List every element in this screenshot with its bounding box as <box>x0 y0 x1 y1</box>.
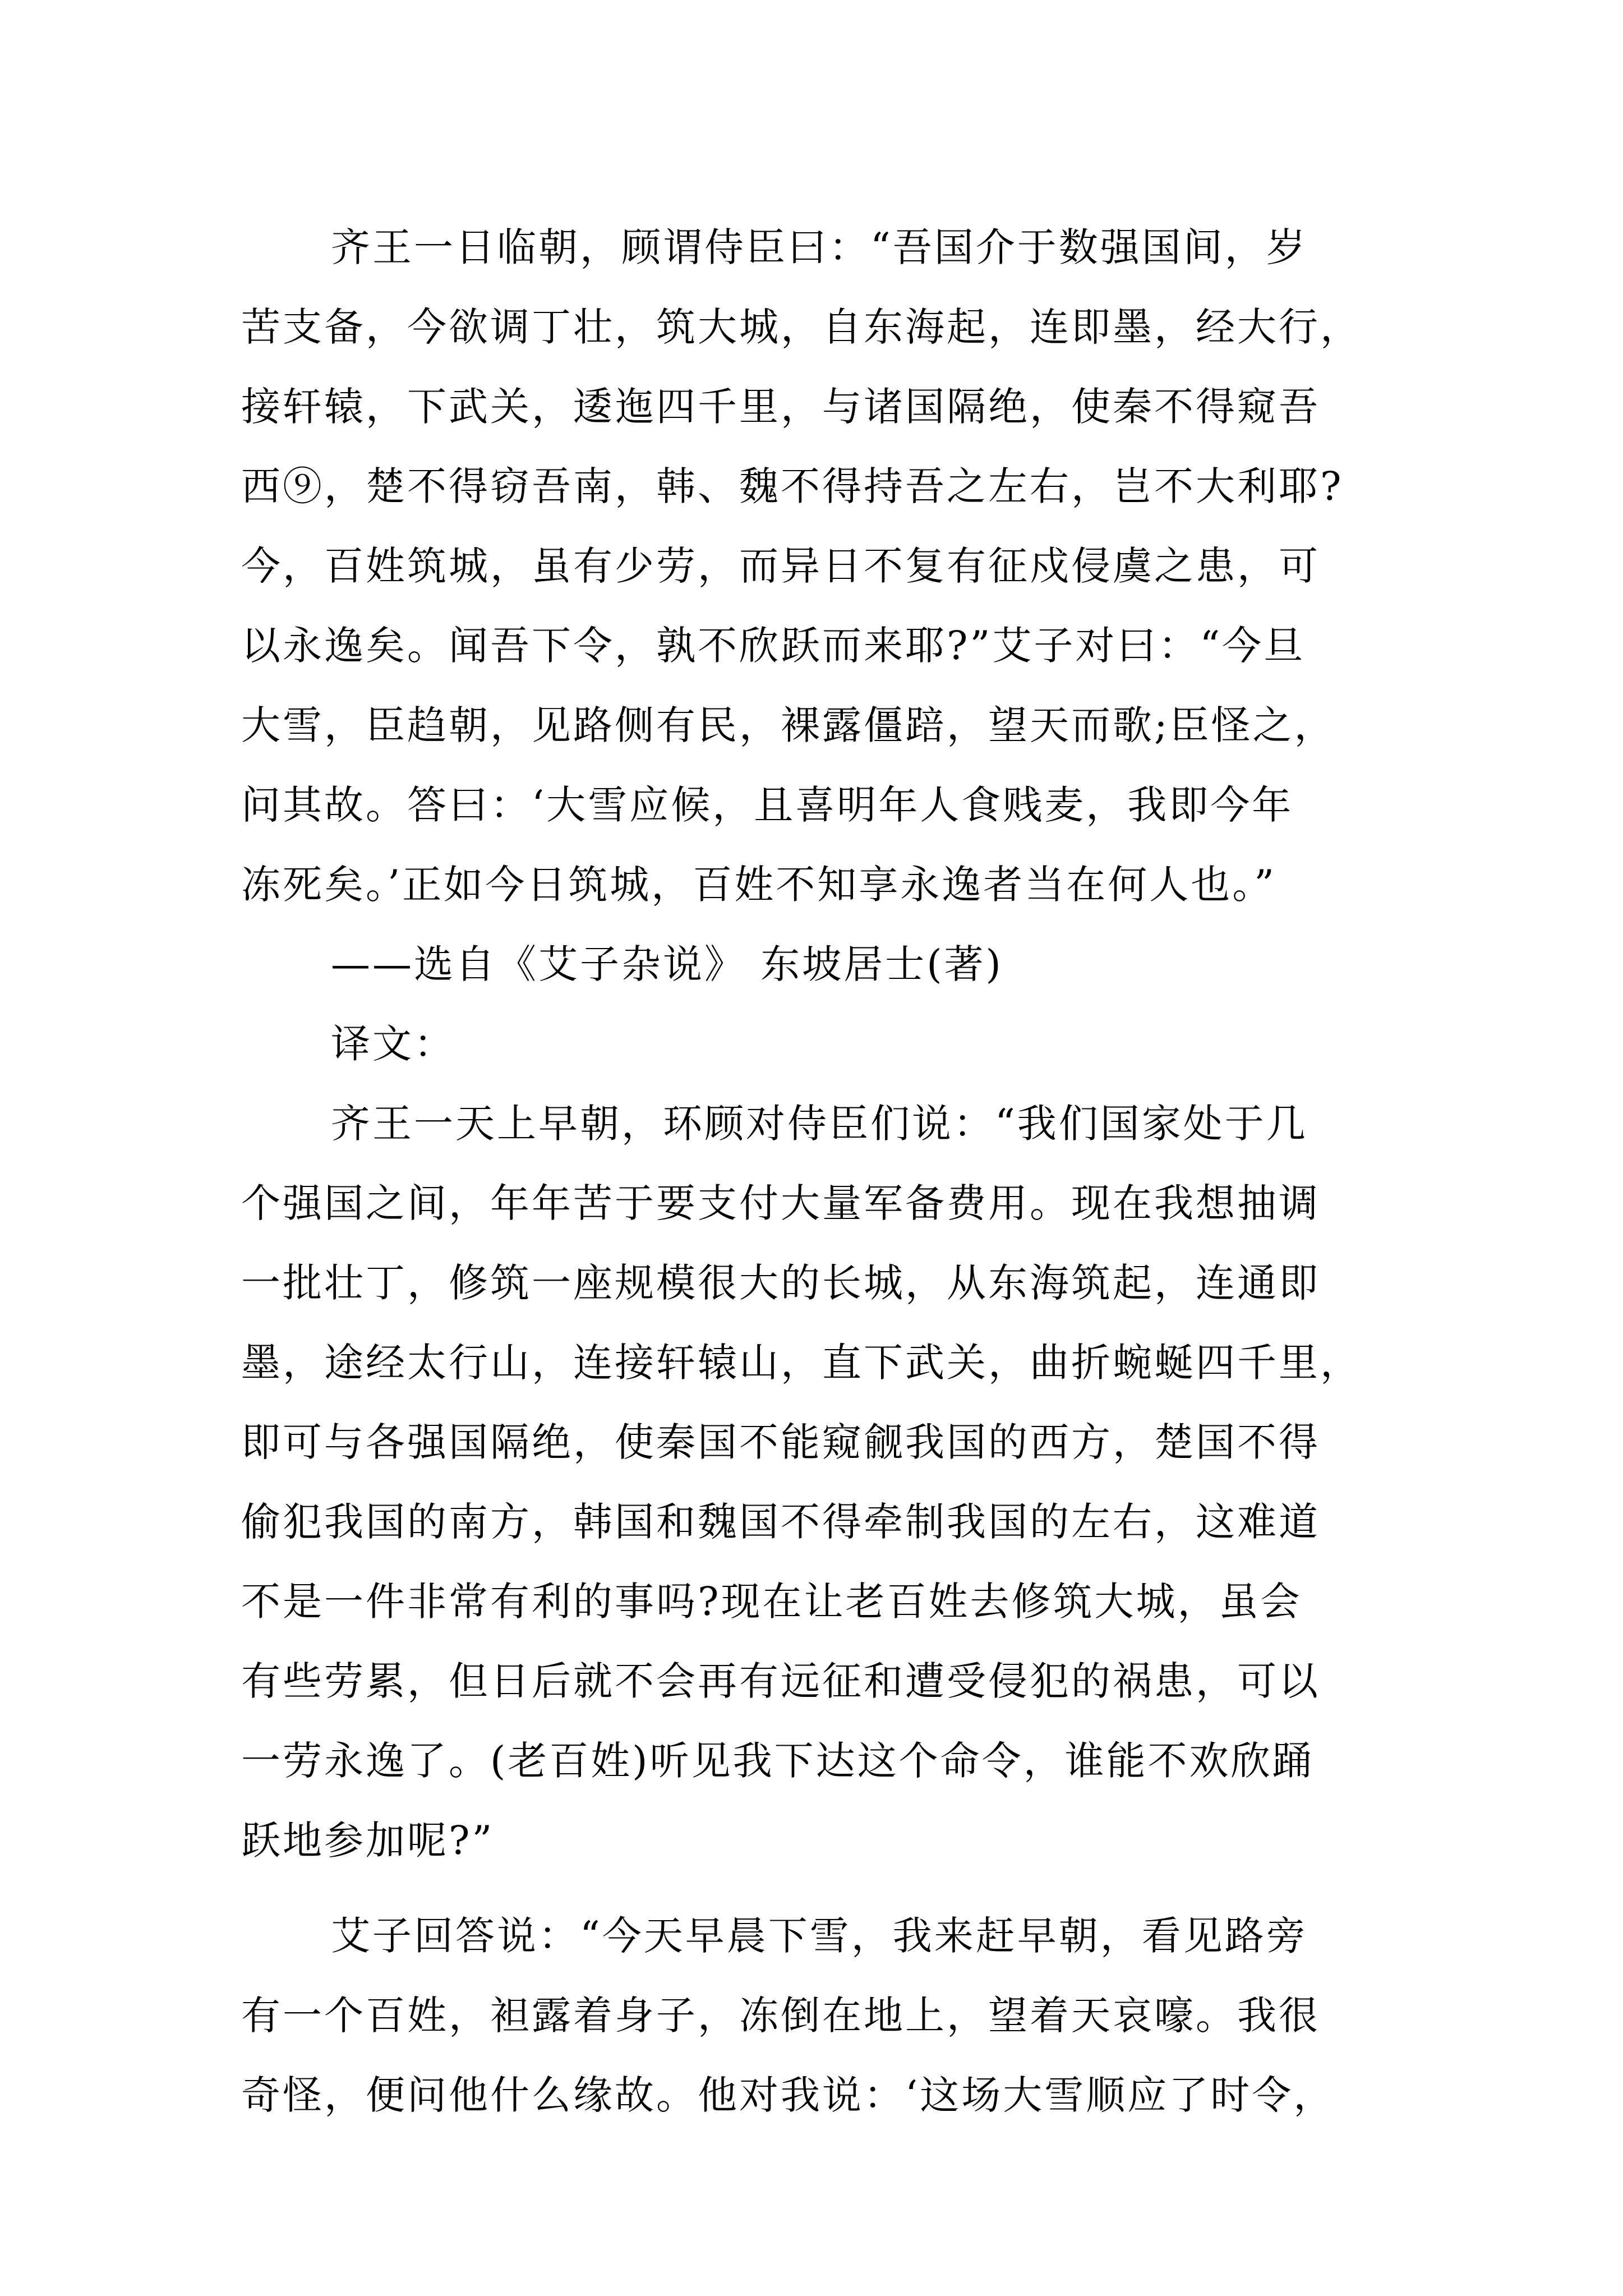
original-line: 今，百姓筑城，虽有少劳，而异日不复有征戍侵虞之患，可 <box>241 543 1320 589</box>
original-line: 冻死矣。’正如今日筑城，百姓不知享永逸者当在何人也。” <box>241 862 1277 908</box>
translation-line: 不是一件非常有利的事吗?现在让老百姓去修筑大城，虽会 <box>241 1579 1302 1625</box>
translation-line: 奇怪，便问他什么缘故。他对我说：‘这场大雪顺应了时令， <box>241 2072 1335 2118</box>
translation-line: 偷犯我国的南方，韩国和魏国不得牵制我国的左右，这难道 <box>241 1499 1320 1545</box>
document-page <box>241 208 1396 2135</box>
original-line: 齐王一日临朝，顾谓侍臣曰：“吾国介于数强国间，岁 <box>331 224 1308 270</box>
original-line: 问其故。答曰：‘大雪应候，且喜明年人食贱麦，我即今年 <box>241 782 1294 828</box>
original-line: 大雪，臣趋朝，见路侧有民，裸露僵踣，望天而歌;臣怪之， <box>241 702 1336 748</box>
translation-line: 墨，途经太行山，连接轩辕山，直下武关，曲折蜿蜒四千里， <box>241 1340 1362 1386</box>
original-line: 苦支备，今欲调丁壮，筑大城，自东海起，连即墨，经大行， <box>241 304 1362 350</box>
original-line: 接轩辕，下武关，逶迤四千里，与诸国隔绝，使秦不得窥吾 <box>241 384 1320 430</box>
translation-line: 有一个百姓，袒露着身子，冻倒在地上，望着天哀嚎。我很 <box>241 1993 1320 2039</box>
translation-label: 译文： <box>331 1021 455 1067</box>
translation-line: 个强国之间，年年苦于要支付大量军备费用。现在我想抽调 <box>241 1180 1320 1226</box>
translation-line: 一劳永逸了。(老百姓)听见我下达这个命令，谁能不欢欣踊 <box>241 1738 1314 1784</box>
translation-line: 有些劳累，但日后就不会再有远征和遭受侵犯的祸患，可以 <box>241 1658 1320 1704</box>
source-attribution: ——选自《艾子杂说》 东坡居士(著) <box>331 941 1003 987</box>
translation-line: 即可与各强国隔绝，使秦国不能窥觎我国的西方，楚国不得 <box>241 1419 1320 1465</box>
translation-line: 艾子回答说：“今天早晨下雪，我来赶早朝，看见路旁 <box>331 1913 1308 1959</box>
translation-line: 跃地参加呢?” <box>241 1818 495 1864</box>
original-line: 以永逸矣。闻吾下令，孰不欣跃而来耶?”艾子对曰：“今旦 <box>241 623 1306 669</box>
translation-line: 齐王一天上早朝，环顾对侍臣们说：“我们国家处于几 <box>331 1101 1308 1147</box>
original-line: 西⑨，楚不得窃吾南，韩、魏不得持吾之左右，岂不大利耶? <box>241 463 1344 509</box>
translation-line: 一批壮丁，修筑一座规模很大的长城，从东海筑起，连通即 <box>241 1260 1320 1306</box>
